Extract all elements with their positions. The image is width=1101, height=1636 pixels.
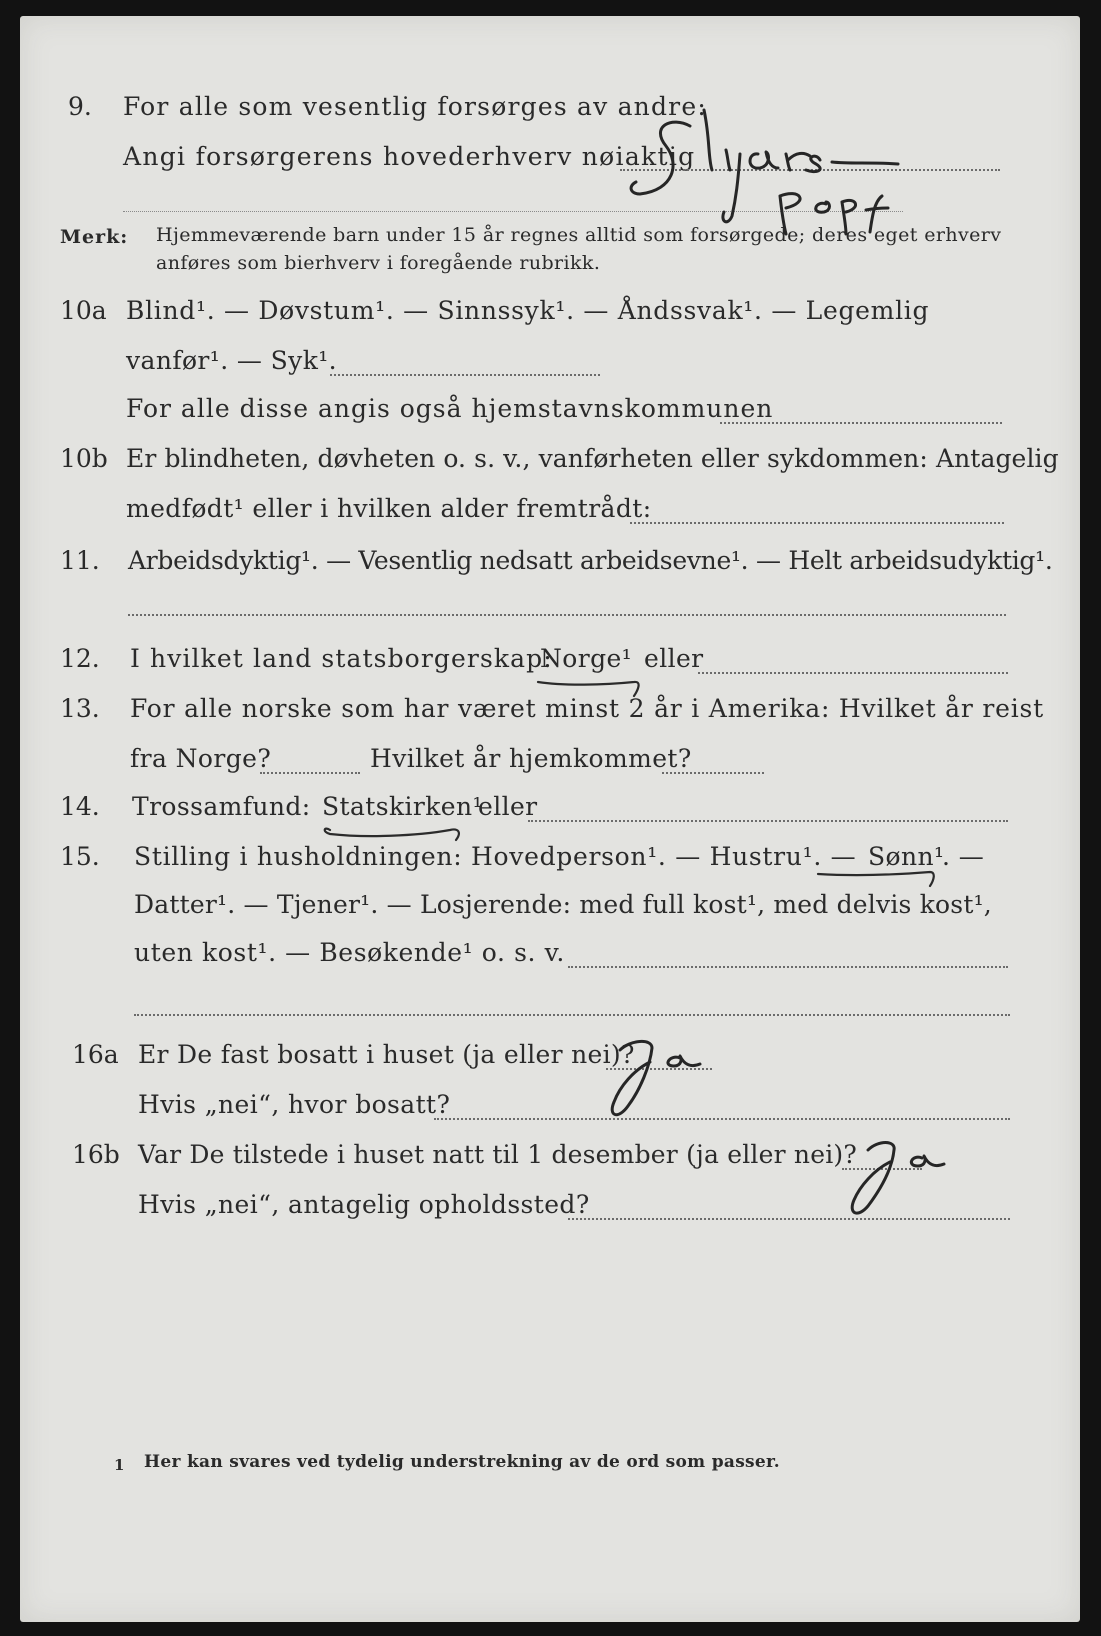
- q15-line1a: Stilling i husholdningen: Hovedperson¹. — Hustru¹. —: [134, 842, 857, 871]
- q12-number: 12.: [60, 644, 100, 673]
- q14-dots: [528, 820, 1008, 822]
- merk-line1: Hjemmeværende barn under 15 år regnes alltid som forsørgede; deres eget erhverv: [156, 224, 1002, 246]
- q10b-line2-dots: [630, 522, 1004, 524]
- q16a-handwritten-answer: [590, 1026, 720, 1136]
- q11-number: 11.: [60, 546, 100, 575]
- q16a-number: 16a: [72, 1040, 119, 1069]
- q10a-line2: vanfør¹. — Syk¹.: [126, 346, 338, 375]
- q15-answer-dots: [134, 1014, 1010, 1016]
- q14-option-statskirken: Statskirken¹: [322, 792, 483, 821]
- q9-line1: For alle som vesentlig forsørges av andre:: [123, 92, 707, 121]
- q9-handwritten-answer: [620, 98, 930, 238]
- footnote-text: Her kan svares ved tydelig understrekning av de ord som passer.: [144, 1452, 780, 1472]
- q12-prefix: I hvilket land statsborgerskap:: [130, 644, 553, 673]
- q15-option-sonn: Sønn¹: [868, 842, 945, 871]
- q14-number: 14.: [60, 792, 100, 821]
- q10a-line1: Blind¹. — Døvstum¹. — Sinnssyk¹. — Åndssvak¹. — Legemlig: [126, 296, 930, 325]
- q12-option-norge: Norge¹: [540, 644, 633, 673]
- q13-number: 13.: [60, 694, 100, 723]
- q15-line1c: . —: [942, 842, 985, 871]
- q11-answer-dots: [128, 614, 1006, 616]
- q15-line2: Datter¹. — Tjener¹. — Losjerende: med full kost¹, med delvis kost¹,: [134, 890, 992, 919]
- q15-number: 15.: [60, 842, 100, 871]
- q16b-number: 16b: [72, 1140, 120, 1169]
- q10b-line2: medfødt¹ eller i hvilken alder fremtrådt:: [126, 494, 652, 523]
- q10b-number: 10b: [60, 444, 108, 473]
- q15-line3-dots: [568, 966, 1008, 968]
- q16b-handwritten-answer: [820, 1118, 960, 1228]
- q10a-line3: For alle disse angis også hjemstavnskommunen: [126, 394, 774, 423]
- q13-line1: For alle norske som har været minst 2 år i Amerika: Hvilket år reist: [130, 694, 1045, 723]
- q16a-line1: Er De fast bosatt i huset (ja eller nei)?: [138, 1040, 635, 1069]
- q9-line2: Angi forsørgerens hovederhverv nøiaktig: [123, 142, 696, 171]
- q13-reist-dots: [260, 772, 360, 774]
- merk-label: Merk:: [60, 226, 129, 248]
- q11-line1: Arbeidsdyktig¹. — Vesentlig nedsatt arbeidsevne¹. — Helt arbeidsudyktig¹.: [128, 546, 1053, 575]
- footnote-mark: 1: [114, 1456, 125, 1474]
- q15-line3: uten kost¹. — Besøkende¹ o. s. v.: [134, 938, 565, 967]
- form-page: [20, 16, 1080, 1622]
- q16b-line2: Hvis „nei“, antagelig opholdssted?: [138, 1190, 590, 1219]
- q12-suffix: eller: [644, 644, 704, 673]
- q14-prefix: Trossamfund:: [132, 792, 311, 821]
- q16b-line1: Var De tilstede i huset natt til 1 desember (ja eller nei)?: [138, 1140, 857, 1169]
- q9-number: 9.: [68, 92, 92, 121]
- q14-suffix: eller: [478, 792, 538, 821]
- q10a-number: 10a: [60, 296, 107, 325]
- q13-line2b: Hvilket år hjemkommet?: [370, 744, 692, 773]
- q12-dots: [698, 672, 1008, 674]
- merk-line2: anføres som bierhverv i foregående rubrikk.: [156, 252, 601, 274]
- q10a-line2-dots: [330, 374, 600, 376]
- q14-statskirken-underline: [316, 806, 476, 846]
- q13-line2a: fra Norge?: [130, 744, 272, 773]
- q16a-line2: Hvis „nei“, hvor bosatt?: [138, 1090, 451, 1119]
- q15-sonn-underline: [812, 860, 952, 894]
- q13-hjemkommet-dots: [662, 772, 764, 774]
- q10b-line1: Er blindheten, døvheten o. s. v., vanførheten eller sykdommen: Antagelig: [126, 444, 1059, 473]
- q10a-line3-dots: [720, 422, 1002, 424]
